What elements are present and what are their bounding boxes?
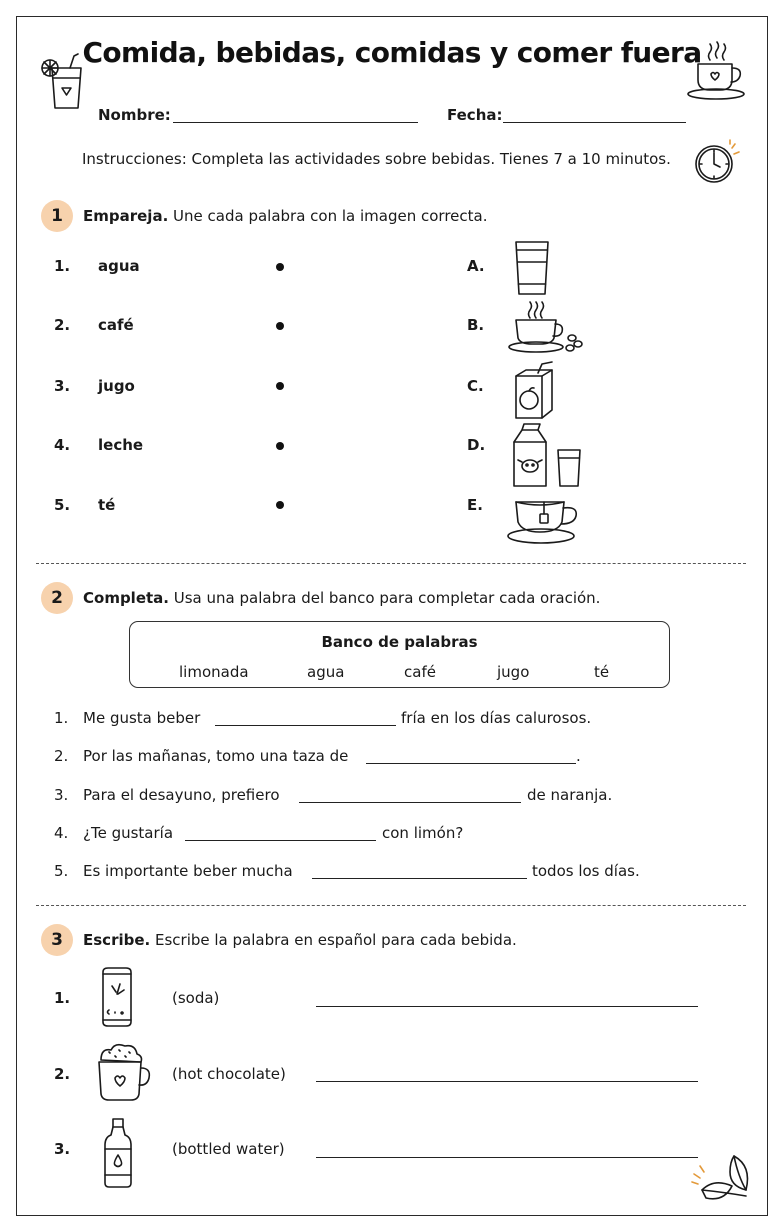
write-number-1: 1. — [54, 989, 71, 1007]
sentence-after-5: todos los días. — [532, 862, 640, 880]
section-divider-1 — [36, 563, 746, 564]
match-dot-2[interactable] — [276, 322, 284, 330]
sentence-before-4: ¿Te gustaría — [83, 824, 174, 842]
match-letter-b: B. — [467, 316, 485, 334]
match-word-2: café — [98, 316, 134, 334]
match-dot-1[interactable] — [276, 263, 284, 271]
match-letter-d: D. — [467, 436, 486, 454]
sentence-after-4: con limón? — [382, 824, 464, 842]
section-3-heading-text: Escribe la palabra en español para cada bebida. — [150, 931, 517, 949]
worksheet-page — [16, 16, 768, 1216]
section-3-badge: 3 — [41, 924, 73, 956]
match-number-4: 4. — [54, 436, 71, 454]
section-1-heading — [83, 207, 487, 225]
word-bank-word: jugo — [497, 663, 530, 681]
water-bottle-icon — [101, 1117, 135, 1189]
sentence-after-2: . — [576, 747, 581, 765]
match-letter-a: A. — [467, 257, 485, 275]
name-field[interactable] — [173, 105, 418, 123]
match-letter-e: E. — [467, 496, 483, 514]
section-divider-2 — [36, 905, 746, 906]
hot-chocolate-icon — [95, 1042, 153, 1102]
match-word-1: agua — [98, 257, 140, 275]
sentence-number-4: 4. — [54, 824, 69, 842]
match-number-2: 2. — [54, 316, 71, 334]
match-dot-4[interactable] — [276, 442, 284, 450]
word-bank-word: té — [594, 663, 610, 681]
sentence-blank-4[interactable] — [185, 823, 376, 841]
match-word-3: jugo — [98, 377, 135, 395]
section-3-heading-bold: Escribe. — [83, 931, 151, 949]
name-label: Nombre: — [98, 106, 171, 124]
match-dot-3[interactable] — [276, 382, 284, 390]
sentence-before-3: Para el desayuno, prefiero — [83, 786, 280, 804]
match-number-5: 5. — [54, 496, 71, 514]
sentence-number-1: 1. — [54, 709, 69, 727]
sentence-blank-3[interactable] — [299, 785, 521, 803]
sentence-before-1: Me gusta beber — [83, 709, 201, 727]
sentence-blank-5[interactable] — [312, 861, 527, 879]
sentence-after-1: fría en los días calurosos. — [401, 709, 592, 727]
write-hint-3: (bottled water) — [172, 1140, 285, 1158]
juice-box-icon — [512, 362, 560, 420]
write-hint-1: (soda) — [172, 989, 220, 1007]
section-1-badge: 1 — [41, 200, 73, 232]
sentence-blank-1[interactable] — [215, 708, 396, 726]
section-1-heading-bold: Empareja. — [83, 207, 169, 225]
word-bank-title: Banco de palabras — [321, 633, 478, 651]
word-bank-word: limonada — [179, 663, 249, 681]
section-2-heading-text: Usa una palabra del banco para completar cada oración. — [169, 589, 601, 607]
milk-carton-and-glass-icon — [510, 424, 584, 488]
sentence-after-3: de naranja. — [527, 786, 613, 804]
section-2-badge: 2 — [41, 582, 73, 614]
match-number-3: 3. — [54, 377, 71, 395]
section-2-heading-bold: Completa. — [83, 589, 169, 607]
write-answer-2[interactable] — [316, 1064, 698, 1082]
glass-of-water-icon — [512, 240, 552, 296]
clock-icon — [692, 140, 742, 186]
date-field[interactable] — [503, 105, 686, 123]
word-bank-box — [129, 621, 670, 688]
date-label: Fecha: — [447, 106, 503, 124]
section-1-heading-text: Une cada palabra con la imagen correcta. — [168, 207, 488, 225]
instructions-text: Instrucciones: Completa las actividades sobre bebidas. Tienes 7 a 10 minutos. — [82, 150, 671, 168]
sentence-before-5: Es importante beber mucha — [83, 862, 293, 880]
match-number-1: 1. — [54, 257, 71, 275]
soda-can-icon — [98, 966, 136, 1028]
write-answer-1[interactable] — [316, 989, 698, 1007]
match-letter-c: C. — [467, 377, 484, 395]
sentence-number-3: 3. — [54, 786, 69, 804]
match-word-5: té — [98, 496, 116, 514]
write-number-3: 3. — [54, 1140, 71, 1158]
sentence-number-2: 2. — [54, 747, 69, 765]
coffee-cup-icon — [686, 42, 748, 100]
match-dot-5[interactable] — [276, 501, 284, 509]
match-word-4: leche — [98, 436, 144, 454]
sentence-blank-2[interactable] — [366, 746, 576, 764]
sentence-before-2: Por las mañanas, tomo una taza de — [83, 747, 349, 765]
worksheet-title: Comida, bebidas, comidas y comer fuera — [82, 36, 702, 69]
word-bank-word: café — [404, 663, 436, 681]
sentence-number-5: 5. — [54, 862, 69, 880]
write-answer-3[interactable] — [316, 1140, 698, 1158]
section-3-heading — [83, 931, 517, 949]
write-hint-2: (hot chocolate) — [172, 1065, 286, 1083]
tea-cup-icon — [508, 494, 582, 546]
coffee-cup-with-beans-icon — [508, 300, 586, 356]
section-2-heading — [83, 589, 600, 607]
word-bank-word: agua — [307, 663, 345, 681]
write-number-2: 2. — [54, 1065, 71, 1083]
leaf-icon — [690, 1152, 756, 1204]
